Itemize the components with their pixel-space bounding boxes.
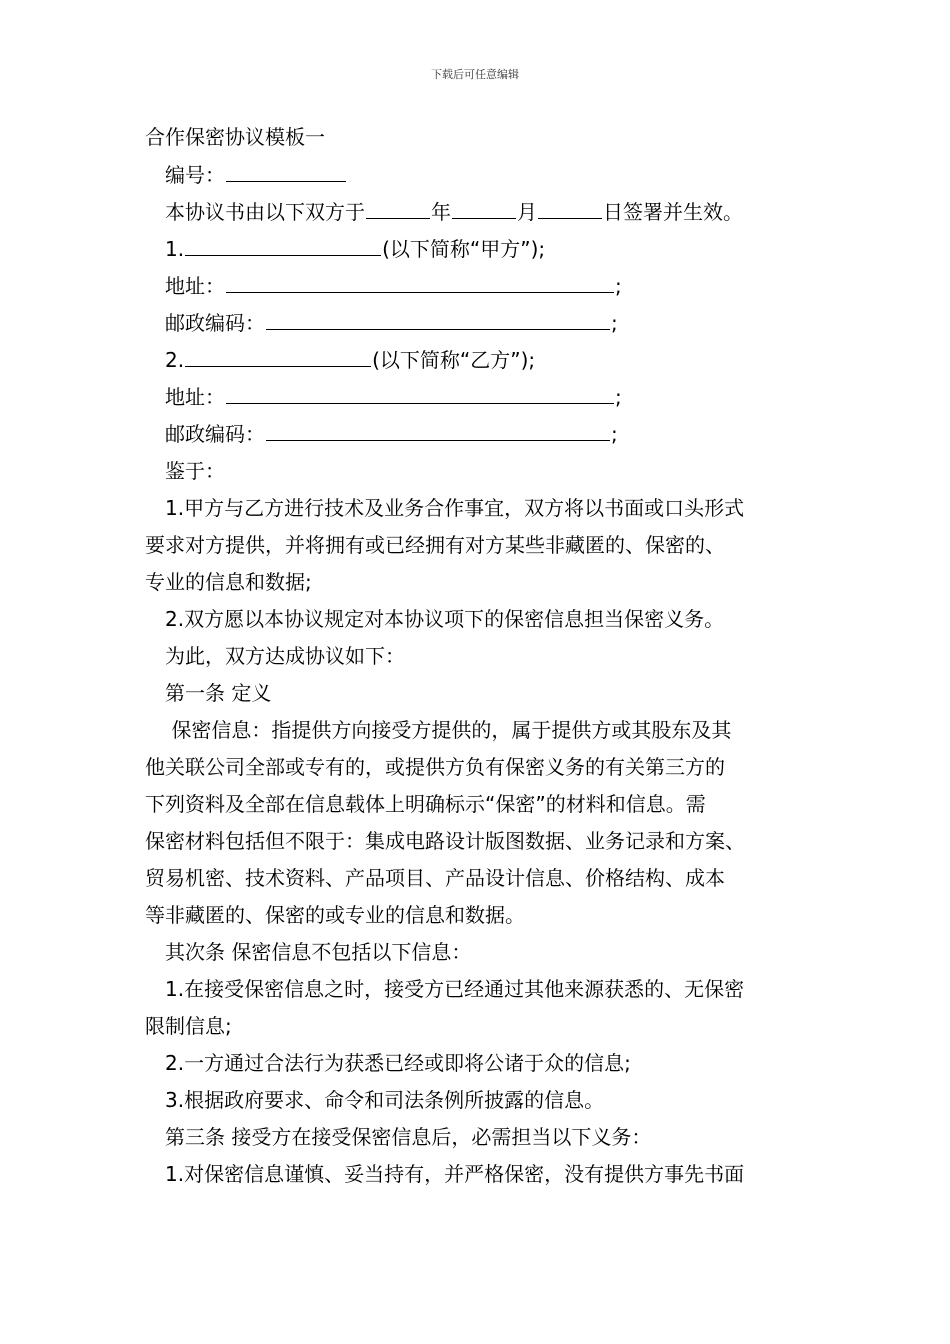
number-line: [145, 157, 825, 194]
party-a-postcode-line: [145, 305, 825, 342]
article-1-line-3: 下列资料及全部在信息载体上明确标示“保密”的材料和信息。需: [145, 792, 706, 816]
party-b-postcode-label: 邮政编码：: [165, 422, 265, 446]
article-2-item-1-line-1: 1.在接受保密信息之时，接受方已经通过其他来源获悉的、无保密: [165, 977, 745, 1001]
whereas-item-1-line-3: 专业的信息和数据;: [145, 570, 312, 594]
whereas-heading: 鉴于：: [165, 459, 225, 483]
day-blank[interactable]: [538, 196, 602, 219]
intro-prefix: 本协议书由以下双方于: [165, 200, 365, 224]
party-a-name-note: (以下简称“甲方”);: [382, 237, 546, 261]
year-blank[interactable]: [366, 196, 430, 219]
article-1-line-6: 等非藏匿的、保密的或专业的信息和数据。: [145, 903, 525, 927]
party-b-address-label: 地址：: [165, 385, 225, 409]
article-2-item-1-line-2: 限制信息;: [145, 1014, 232, 1038]
party-b-name-note: (以下简称“乙方”);: [372, 348, 536, 372]
number-label: 编号：: [165, 163, 225, 187]
party-a-address-end: ;: [615, 274, 622, 298]
party-a-address-line: [145, 268, 825, 305]
article-1-line-1: 保密信息：指提供方向接受方提供的，属于提供方或其股东及其: [165, 718, 732, 742]
party-a-address-label: 地址：: [165, 274, 225, 298]
party-b-address-blank[interactable]: [226, 381, 614, 404]
whereas-item: [145, 490, 825, 601]
party-b-address-end: ;: [615, 385, 622, 409]
number-blank[interactable]: [226, 159, 346, 182]
intro-month: 月: [517, 200, 537, 224]
party-b-postcode-blank[interactable]: [266, 418, 610, 441]
intro-day-suffix: 日签署并生效。: [603, 200, 743, 224]
page-header-note: 下载后可任意编辑: [431, 68, 519, 81]
party-b-index: 2.: [165, 348, 185, 372]
article-2-item-2-line-1: 2.一方通过合法行为获悉已经或即将公诸于众的信息;: [165, 1051, 631, 1075]
article-1-title: 第一条 定义: [165, 681, 272, 705]
article-2-item: [145, 1082, 825, 1119]
article-1-line-4: 保密材料包括但不限于：集成电路设计版图数据、业务记录和方案、: [145, 829, 745, 853]
article-2-title: 其次条 保密信息不包括以下信息：: [165, 940, 472, 964]
party-b-postcode-line: [145, 416, 825, 453]
month-blank[interactable]: [452, 196, 516, 219]
article-2-item-3-line-1: 3.根据政府要求、命令和司法条例所披露的信息。: [165, 1088, 605, 1112]
article-2-item: [145, 1045, 825, 1082]
party-a-name-blank[interactable]: [185, 233, 381, 256]
article-1-line-5: 贸易机密、技术资料、产品项目、产品设计信息、价格结构、成本: [145, 866, 725, 890]
party-b-name-blank[interactable]: [185, 344, 371, 367]
whereas-item: [145, 601, 825, 638]
article-1-line-2: 他关联公司全部或专有的，或提供方负有保密义务的有关第三方的: [145, 755, 725, 779]
party-a-address-blank[interactable]: [226, 270, 614, 293]
intro-year: 年: [431, 200, 451, 224]
party-b-postcode-end: ;: [611, 422, 618, 446]
party-a-postcode-end: ;: [611, 311, 618, 335]
document-title: 合作保密协议模板一: [145, 125, 325, 149]
party-b-name-line: [145, 342, 825, 379]
party-a-index: 1.: [165, 237, 185, 261]
party-a-name-line: [145, 231, 825, 268]
whereas-item-2-line-1: 2.双方愿以本协议规定对本协议项下的保密信息担当保密义务。: [165, 607, 725, 631]
party-a-postcode-blank[interactable]: [266, 307, 610, 330]
article-3-item-1-line-1: 1.对保密信息谨慎、妥当持有，并严格保密，没有提供方事先书面: [165, 1162, 745, 1186]
article-3-title: 第三条 接受方在接受保密信息后，必需担当以下义务：: [165, 1125, 652, 1149]
document-body: [145, 120, 825, 1193]
whereas-item-1-line-2: 要求对方提供，并将拥有或已经拥有对方某些非藏匿的、保密的、: [145, 533, 725, 557]
party-a-postcode-label: 邮政编码：: [165, 311, 265, 335]
article-3-item: [145, 1156, 825, 1193]
party-b-address-line: [145, 379, 825, 416]
agreed-line: 为此，双方达成协议如下：: [165, 644, 405, 668]
intro-line: [145, 194, 825, 231]
article-2-item: [145, 971, 825, 1045]
whereas-item-1-line-1: 1.甲方与乙方进行技术及业务合作事宜，双方将以书面或口头形式: [165, 496, 745, 520]
article-1-body: [145, 712, 825, 934]
